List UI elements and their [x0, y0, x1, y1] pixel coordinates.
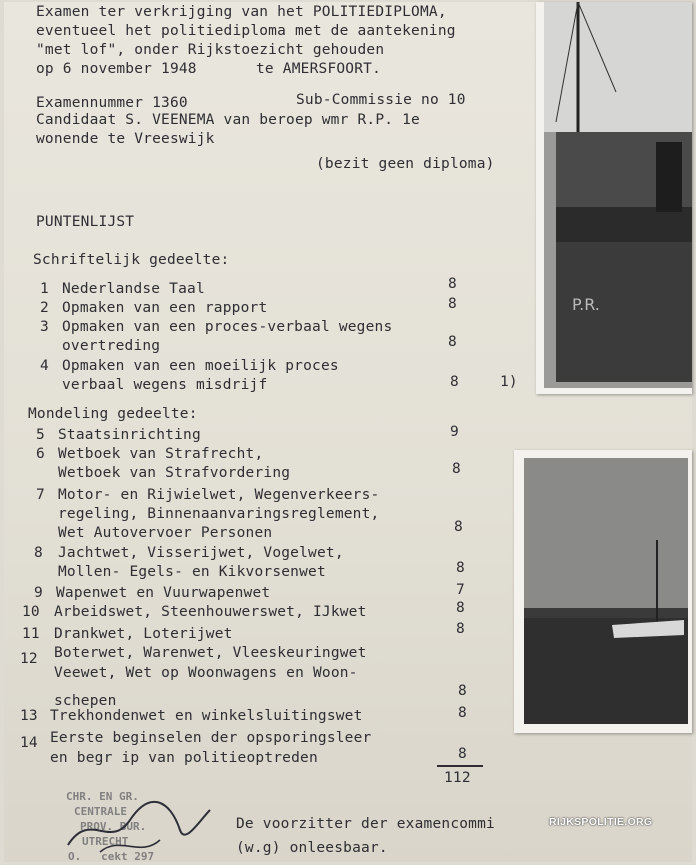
- oral-heading: Mondeling gedeelte:: [28, 406, 198, 422]
- total-score: 112: [444, 770, 471, 786]
- score-list-title: PUNTENLIJST: [36, 214, 135, 230]
- total-rule: [437, 765, 483, 767]
- handwritten-signature: [60, 790, 220, 860]
- signature-note: (w.g) onleesbaar.: [236, 840, 388, 856]
- item-score: 8: [458, 705, 467, 721]
- item-subject-cont: regeling, Binnenaanvaringsreglement,: [58, 506, 380, 522]
- item-number: 8: [34, 545, 43, 561]
- item-subject-cont: overtreding: [62, 338, 161, 354]
- item-number: 5: [36, 427, 45, 443]
- header-line-2: eventueel het politiediploma met de aantekening: [36, 23, 456, 39]
- item-number: 1: [40, 281, 49, 297]
- item-score: 8: [456, 621, 465, 637]
- item-number: 3: [40, 319, 49, 335]
- item-score: 8: [452, 461, 461, 477]
- item-subject: Wapenwet en Vuurwapenwet: [56, 585, 271, 601]
- item-subject: Boterwet, Warenwet, Vleeskeuringwet: [54, 645, 367, 661]
- item-subject: Motor- en Rijwielwet, Wegenverkeers-: [58, 487, 380, 503]
- item-subject-cont: Wet Autovervoer Personen: [58, 525, 273, 541]
- subcommission: Sub-Commissie no 10: [296, 92, 466, 108]
- item-number: 4: [40, 358, 49, 374]
- item-score: 8: [448, 276, 457, 292]
- item-subject: Staatsinrichting: [58, 427, 201, 443]
- boat-photo-top-image: [536, 2, 692, 394]
- item-score: 8: [454, 519, 463, 535]
- item-score: 8: [448, 334, 457, 350]
- exam-date: op 6 november 1948: [36, 61, 197, 77]
- stamp-line: CENTRALE: [74, 805, 127, 818]
- stamp-line: UTRECHT: [82, 835, 129, 848]
- boat-photo-bottom-image: [514, 450, 692, 733]
- item-score: 8: [458, 683, 467, 699]
- item-score: 8: [456, 600, 465, 616]
- candidate-line: Candidaat S. VEENEMA van beroep wmr R.P. 1e: [36, 112, 420, 128]
- item-number: 7: [36, 487, 45, 503]
- stamp-line: PROV. BUR.: [80, 820, 147, 833]
- item-score: 7: [456, 582, 465, 598]
- item-number: 10: [22, 604, 40, 620]
- item-subject: Trekhondenwet en winkelsluitingswet: [50, 708, 363, 724]
- item-subject-cont: verbaal wegens misdrijf: [62, 377, 268, 393]
- item-subject: Wetboek van Strafrecht,: [58, 446, 264, 462]
- candidate-residence: wonende te Vreeswijk: [36, 131, 215, 147]
- item-subject-cont: en begr ip van politieoptreden: [50, 750, 318, 766]
- item-number: 11: [22, 626, 40, 642]
- item-number: 14: [20, 735, 38, 751]
- item-subject: Opmaken van een rapport: [62, 300, 268, 316]
- item-score: 8: [450, 374, 459, 390]
- item-score: 8: [458, 746, 467, 762]
- item-score: 8: [456, 560, 465, 576]
- svg-text:P.R.: P.R.: [572, 295, 600, 314]
- item-subject-cont: Wetboek van Strafvordering: [58, 465, 291, 481]
- stamp-line: CHR. EN GR.: [66, 790, 139, 803]
- footnote-marker: 1): [500, 374, 518, 390]
- diploma-note: (bezit geen diploma): [316, 156, 495, 172]
- item-subject: Opmaken van een proces-verbaal wegens: [62, 319, 393, 335]
- stamp-line: O. cekt 297: [68, 850, 155, 863]
- item-subject: Opmaken van een moeilijk proces: [62, 358, 339, 374]
- item-score: 8: [448, 296, 457, 312]
- item-number: 13: [20, 708, 38, 724]
- chairman-title: De voorzitter der examencommi: [236, 816, 495, 832]
- item-subject-cont: Veewet, Wet op Woonwagens en Woon-: [54, 665, 358, 681]
- item-score: 9: [450, 424, 459, 440]
- item-number: 12: [20, 651, 38, 667]
- item-subject-cont: Mollen- Egels- en Kikvorsenwet: [58, 564, 326, 580]
- written-heading: Schriftelijk gedeelte:: [33, 252, 230, 268]
- item-number: 2: [40, 300, 49, 316]
- boat-photo-bottom: [514, 450, 692, 733]
- header-line-3: "met lof", onder Rijkstoezicht gehouden: [36, 42, 385, 58]
- item-subject: Nederlandse Taal: [62, 281, 205, 297]
- item-subject-cont: schepen: [54, 693, 117, 709]
- exam-location: te AMERSFOORT.: [256, 61, 382, 77]
- watermark: RIJKSPOLITIE.ORG: [549, 816, 653, 828]
- item-subject: Drankwet, Loterijwet: [54, 626, 233, 642]
- item-number: 9: [34, 585, 43, 601]
- exam-number: Examennummer 1360: [36, 95, 188, 111]
- item-number: 6: [36, 446, 45, 462]
- boat-photo-top: [536, 2, 692, 394]
- item-subject: Eerste beginselen der opsporingsleer: [50, 730, 372, 746]
- item-subject: Arbeidswet, Steenhouwerswet, IJkwet: [54, 604, 367, 620]
- header-line-1: Examen ter verkrijging van het POLITIEDIPLOMA,: [36, 4, 447, 20]
- item-subject: Jachtwet, Visserijwet, Vogelwet,: [58, 545, 344, 561]
